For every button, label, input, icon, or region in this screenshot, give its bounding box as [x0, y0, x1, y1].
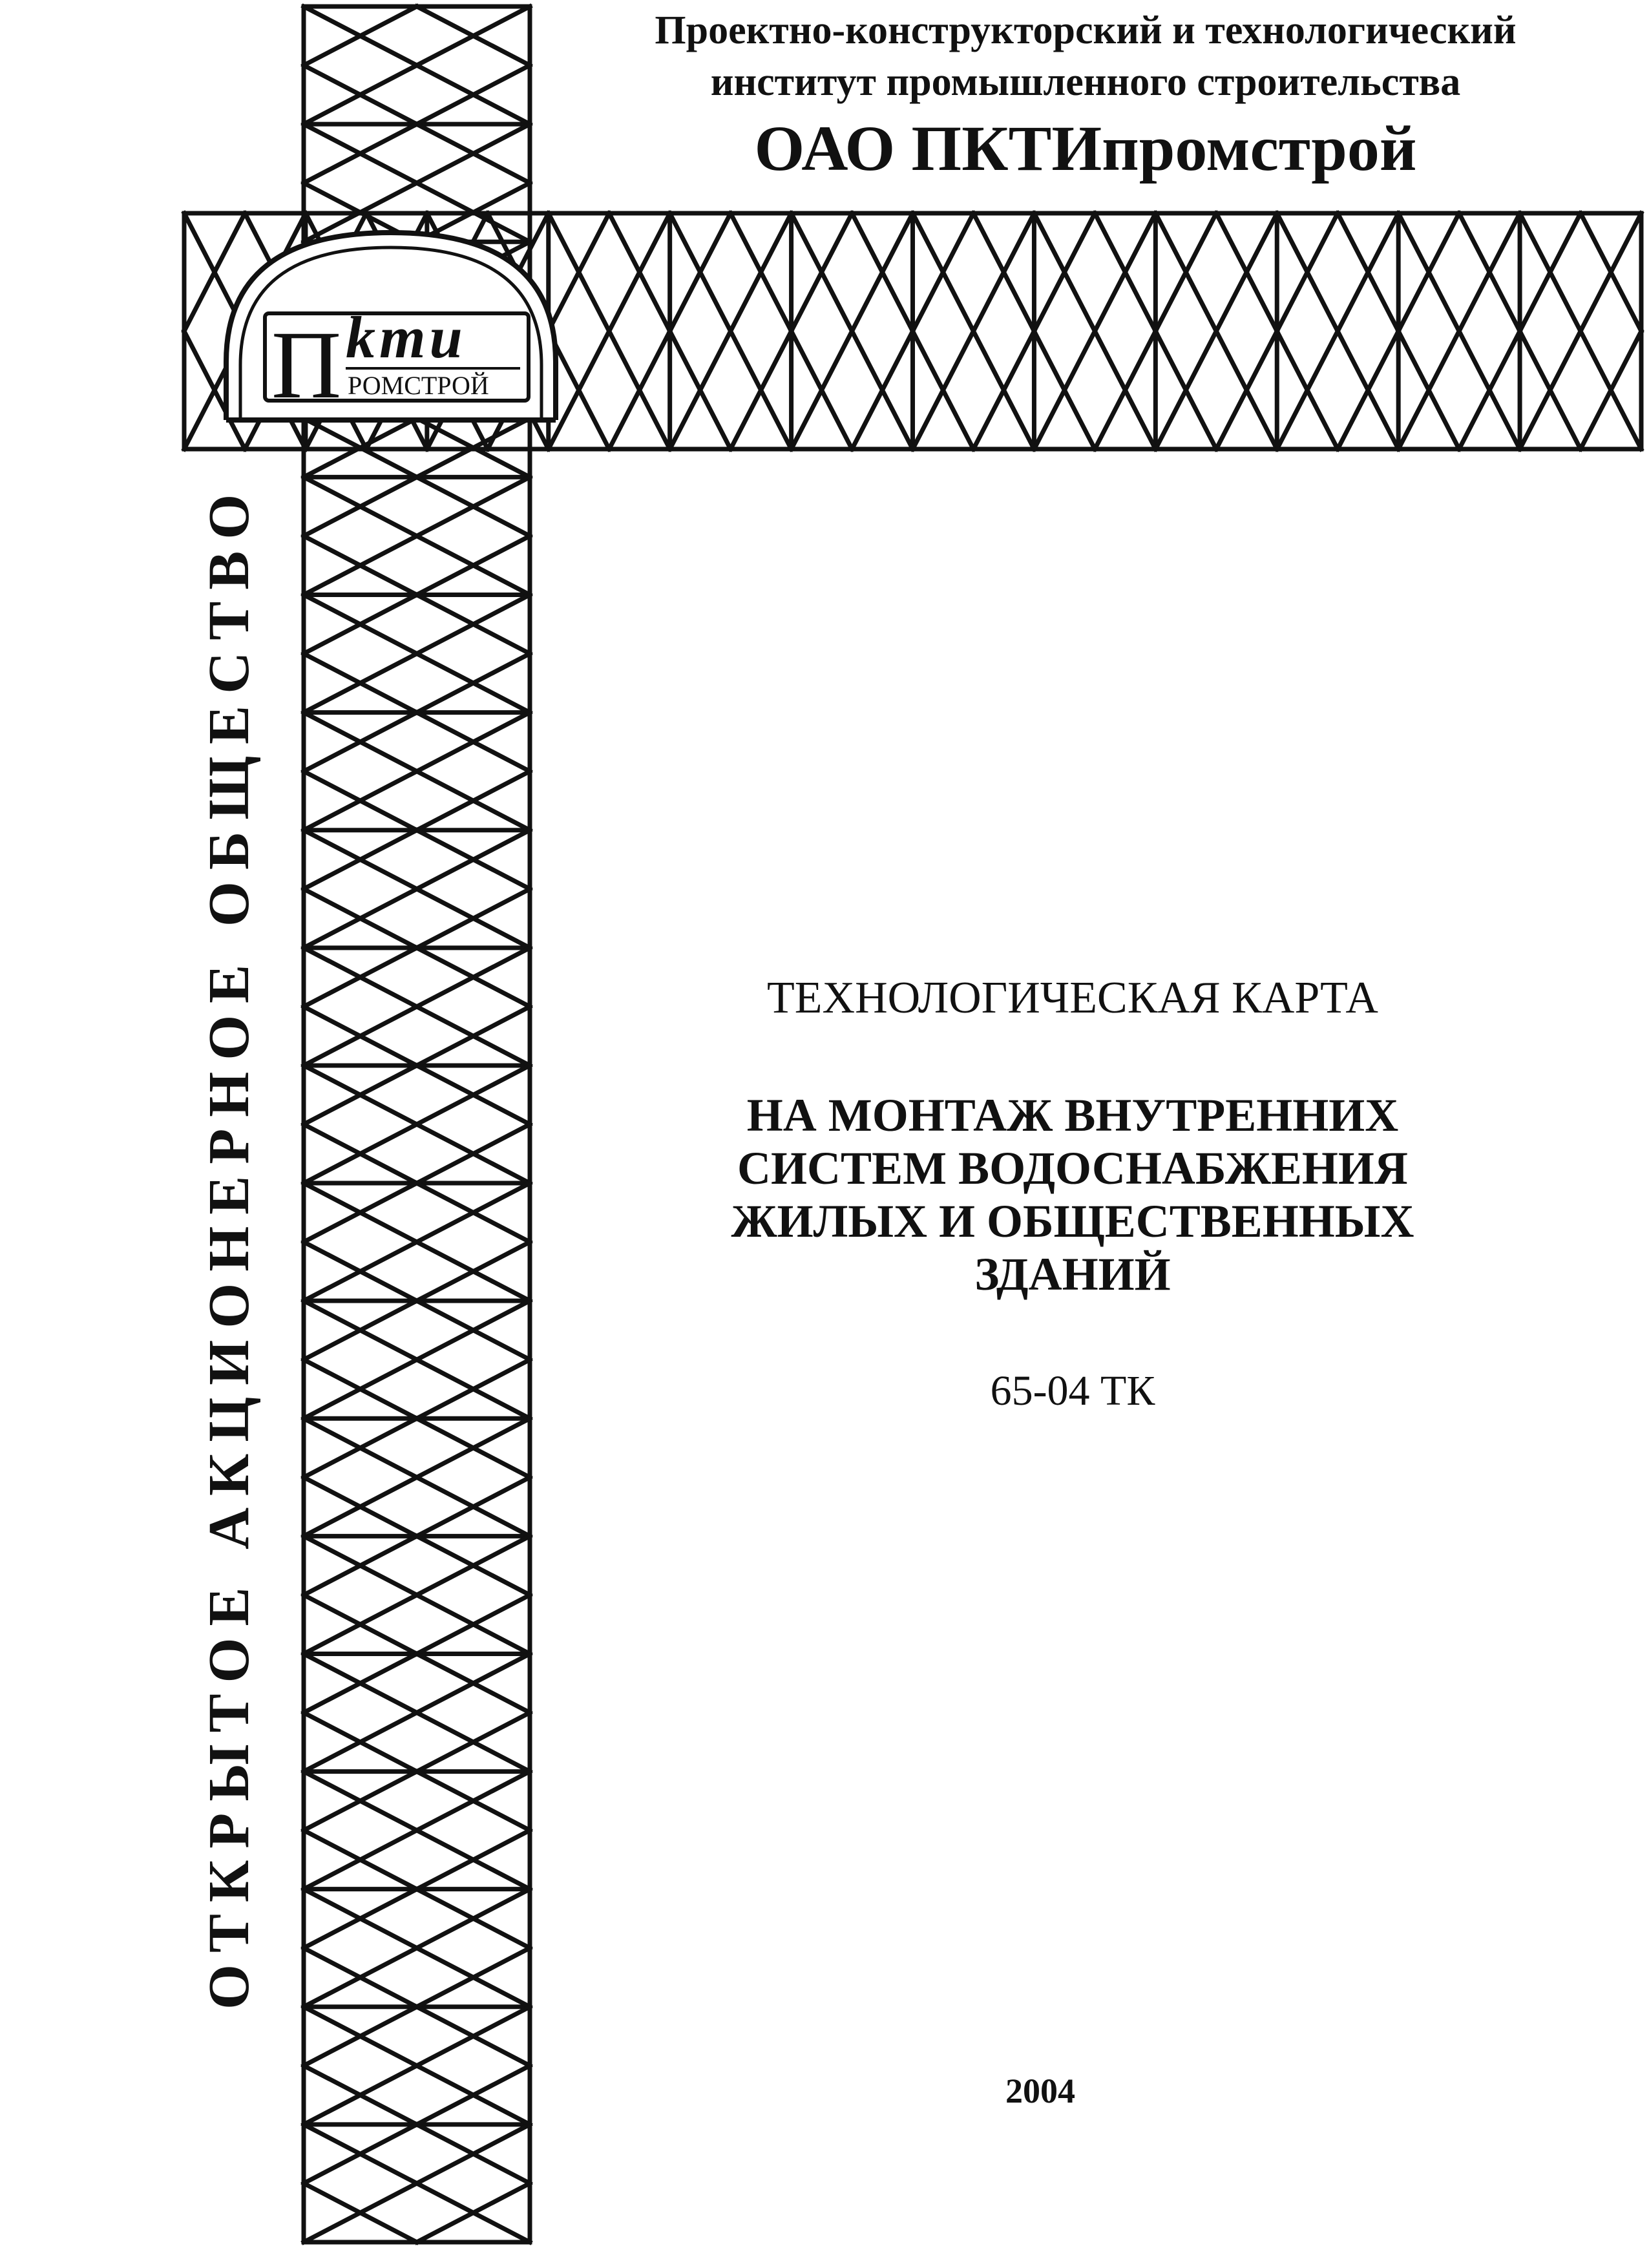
logo-abbreviation: kти	[346, 304, 467, 370]
document-title-line: ЖИЛЫХ И ОБЩЕСТВЕННЫХ	[731, 1195, 1414, 1247]
logo-subtitle: РОМСТРОЙ	[348, 371, 489, 400]
company-name: ОАО ПКТИпромстрой	[754, 112, 1417, 184]
document-title-line: НА МОНТАЖ ВНУТРЕННИХ	[746, 1089, 1399, 1141]
side-organization-type: ОТКРЫТОЕ АКЦИОНЕРНОЕ ОБЩЕСТВО	[197, 482, 261, 2010]
document-title-line: СИСТЕМ ВОДОСНАБЖЕНИЯ	[737, 1142, 1408, 1194]
institute-name-line1: Проектно-конструкторский и технологический	[655, 8, 1517, 52]
logo-badge	[226, 233, 556, 420]
document-code: 65-04 ТК	[990, 1367, 1155, 1414]
logo-big-letter: П	[271, 311, 342, 419]
publication-year: 2004	[1005, 2072, 1075, 2110]
document-title-line: ЗДАНИЙ	[974, 1248, 1171, 1300]
document-title	[646, 1089, 1499, 1301]
document-type: ТЕХНОЛОГИЧЕСКАЯ КАРТА	[767, 973, 1378, 1023]
institute-name-line2: институт промышленного строительства	[710, 60, 1461, 104]
